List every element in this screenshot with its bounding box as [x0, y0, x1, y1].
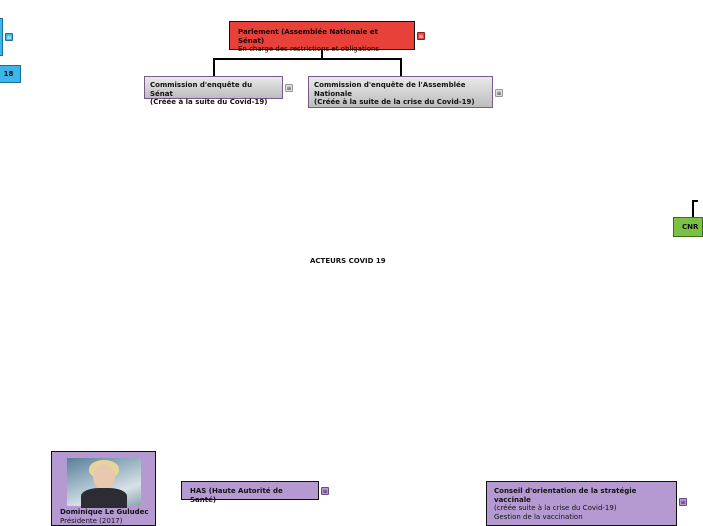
person-photo — [67, 458, 141, 506]
connector-to-senat — [213, 58, 215, 76]
parlement-node[interactable] — [229, 21, 415, 53]
person-text — [60, 508, 156, 525]
central-topic-label[interactable]: ACTEURS COVID 19 — [310, 257, 386, 265]
has-title: HAS (Haute Autorité de Santé) — [190, 487, 283, 504]
person-photo-body — [81, 488, 127, 508]
commission-an-title-1: Commission d'enquête de l'Assemblée — [314, 81, 466, 89]
connector-horizontal — [213, 58, 402, 60]
commission-senat-note-icon[interactable]: ≡ — [286, 85, 292, 92]
commission-an-title-3: (Créée à la suite de la crise du Covid-19) — [314, 98, 475, 106]
left-edge-node[interactable] — [0, 65, 21, 83]
conseil-title-2: vaccinale — [494, 495, 531, 504]
conseil-note-icon[interactable]: ≡ — [680, 499, 686, 506]
has-node[interactable] — [181, 481, 319, 504]
connector-to-an — [400, 58, 402, 76]
commission-an-title-2: Nationale — [314, 89, 352, 98]
right-edge-node[interactable] — [673, 217, 703, 237]
left-edge-node-label: 18 — [3, 70, 14, 78]
connector-right-edge — [692, 200, 694, 217]
left-edge-note-icon[interactable]: ≡ — [6, 34, 12, 41]
parlement-subtitle: En charge des restrictions et obligations — [238, 45, 380, 53]
parlement-title: Parlement (Assemblée Nationale et Sénat) — [238, 28, 378, 45]
conseil-subtitle-2: Gestion de la vaccination — [494, 512, 583, 521]
commission-senat-title-2: (Créée à la suite du Covid-19) — [150, 98, 268, 106]
person-node[interactable] — [51, 451, 156, 526]
person-name: Dominique Le Guludec — [60, 508, 149, 516]
right-edge-node-label: CNR — [682, 223, 699, 231]
commission-an-note-icon[interactable]: ≡ — [496, 90, 502, 97]
connector-right-edge-top — [692, 200, 698, 202]
commission-senat-title-1: Commission d'enquête du Sénat — [150, 81, 253, 98]
commission-an-node[interactable] — [308, 76, 493, 108]
conseil-node[interactable] — [486, 481, 677, 526]
commission-senat-node[interactable] — [144, 76, 283, 106]
person-photo-face — [93, 464, 115, 490]
left-edge-node-top[interactable] — [0, 18, 3, 56]
has-note-icon[interactable]: ≡ — [322, 488, 328, 495]
person-role: Présidente (2017) — [60, 516, 123, 525]
conseil-subtitle-1: (créée suite à la crise du Covid-19) — [494, 504, 617, 512]
parlement-note-icon[interactable]: ≡ — [418, 33, 424, 40]
conseil-title-1: Conseil d'orientation de la stratégie — [494, 487, 637, 495]
